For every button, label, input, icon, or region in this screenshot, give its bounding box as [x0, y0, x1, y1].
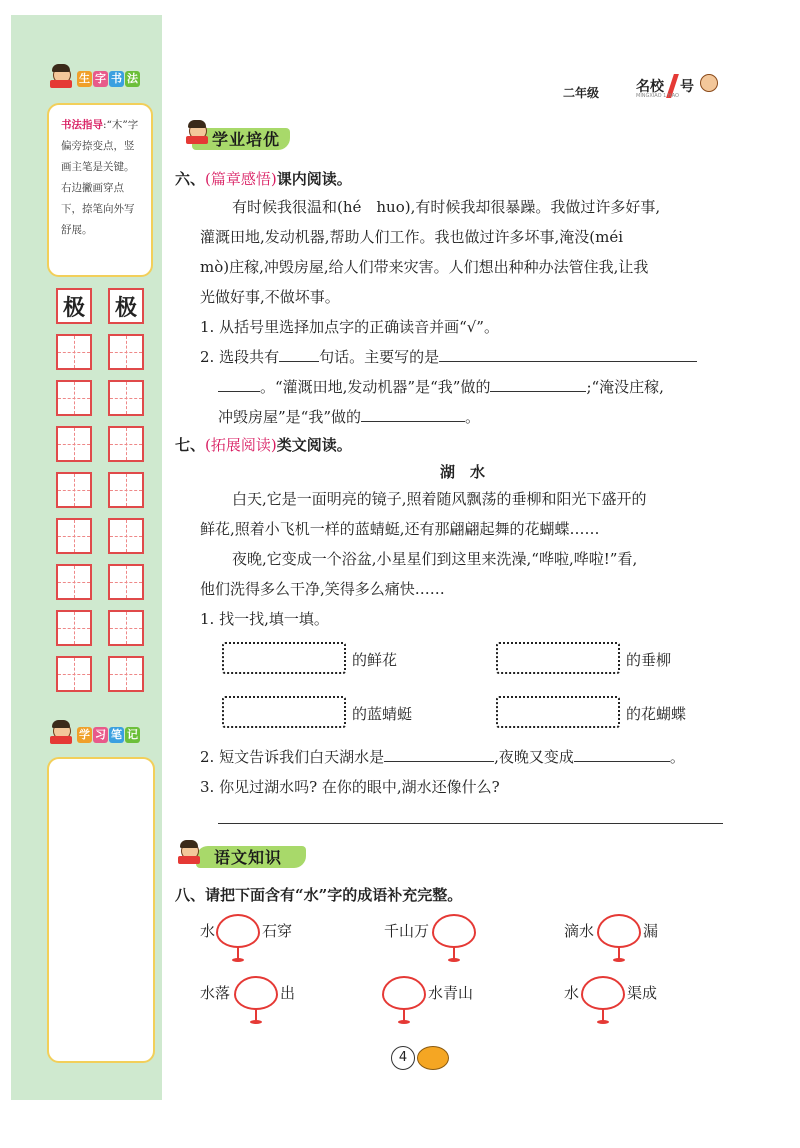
tag-char: 书 — [111, 72, 122, 85]
section-tag: 拓展阅读 — [210, 436, 271, 454]
section-number: 六、 — [175, 170, 206, 188]
answer-blank[interactable] — [384, 747, 494, 762]
idiom-before: 水 — [200, 922, 216, 940]
tag-char: 记 — [127, 728, 138, 741]
page-number: 4 — [391, 1046, 415, 1070]
answer-blank[interactable] — [218, 377, 260, 392]
passage-line: 白天,它是一面明亮的镜子,照着随风飘荡的垂柳和阳光下盛开的 — [232, 490, 647, 508]
section7-heading — [175, 434, 352, 455]
notes-box[interactable] — [47, 757, 155, 1063]
practice-grid-cell[interactable] — [56, 518, 92, 554]
question — [218, 376, 664, 397]
section-close: ) — [270, 436, 277, 454]
idiom-blank-fan[interactable] — [216, 914, 262, 962]
practice-grid-cell[interactable] — [108, 472, 144, 508]
tag-char: 生 — [79, 72, 90, 85]
guide-text: :“木”字偏旁捺变点，竖画主笔是关键。右边撇画穿点下，捺笔向外写舒展。 — [61, 119, 139, 236]
section8-heading: 八、请把下面含有“水”字的成语补充完整。 — [175, 886, 463, 904]
banner-title: 语文知识 — [214, 848, 283, 867]
logo-kid-icon — [700, 74, 718, 92]
banner-title: 学业培优 — [212, 130, 281, 149]
idiom-blank-fan[interactable] — [597, 914, 643, 962]
grade-label: 二年级 — [563, 86, 600, 100]
idiom-after: 水青山 — [428, 984, 474, 1002]
brand-logo — [636, 74, 726, 102]
section-close: ) — [270, 170, 277, 188]
tag-char: 法 — [127, 72, 138, 85]
answer-line[interactable] — [218, 823, 723, 824]
mascot-icon — [50, 66, 72, 88]
notes-tag — [77, 727, 140, 743]
practice-grid-cell[interactable] — [108, 564, 144, 600]
mascot-icon — [50, 722, 72, 744]
section-title: 类文阅读。 — [276, 436, 352, 454]
idiom-before: 水落 — [200, 984, 231, 1002]
logo-main: 名校 — [636, 79, 664, 95]
mascot-icon — [186, 122, 208, 144]
practice-grid-cell[interactable] — [108, 426, 144, 462]
practice-grid-cell[interactable] — [56, 656, 92, 692]
fill-box[interactable] — [496, 696, 620, 728]
q-text: 2. 选段共有 — [200, 348, 280, 366]
idiom-after: 出 — [280, 984, 296, 1002]
idiom-blank-fan[interactable] — [382, 976, 428, 1024]
answer-blank[interactable] — [361, 407, 465, 422]
fill-label: 的蓝蜻蜓 — [352, 705, 413, 723]
section-tag: 篇章感悟 — [210, 170, 271, 188]
calligraphy-tag — [77, 71, 140, 87]
idiom-blank-fan[interactable] — [234, 976, 280, 1024]
knowledge-banner — [172, 832, 312, 874]
practice-grid-cell[interactable] — [108, 334, 144, 370]
fill-label: 的花蝴蝶 — [626, 705, 687, 723]
logo-small: MINGXIAO 1 HAO — [636, 93, 679, 99]
idiom-before: 滴水 — [564, 922, 595, 940]
tiger-icon — [415, 1040, 449, 1070]
question — [200, 746, 685, 767]
fill-label: 的垂柳 — [626, 651, 672, 669]
section-open: ( — [205, 436, 211, 454]
fill-label: 的鲜花 — [352, 651, 398, 669]
question — [200, 346, 697, 367]
q-text: 。 — [465, 408, 481, 426]
practice-grid-cell[interactable] — [56, 610, 92, 646]
fill-box[interactable] — [496, 642, 620, 674]
question — [218, 406, 480, 427]
logo-sub: 号 — [680, 79, 694, 95]
answer-blank[interactable] — [574, 747, 670, 762]
tag-char: 笔 — [111, 728, 122, 741]
practice-grid-cell[interactable] — [56, 334, 92, 370]
q-text: 。“灌溉田地,发动机器”是“我”做的 — [260, 378, 491, 396]
practice-grid-cell[interactable] — [56, 380, 92, 416]
idiom-blank-fan[interactable] — [581, 976, 627, 1024]
passage-line: 有时候我很温和(hé huo),有时候我却很暴躁。我做过许多好事, — [232, 198, 661, 216]
idiom-before: 千山万 — [384, 922, 430, 940]
practice-grid-cell[interactable] — [108, 380, 144, 416]
question: 1. 从括号里选择加点字的正确读音并画“√”。 — [200, 318, 499, 336]
practice-grid-cell[interactable] — [108, 656, 144, 692]
study-banner — [172, 118, 302, 158]
q-text: 2. 短文告诉我们白天湖水是 — [200, 748, 385, 766]
section-title: 课内阅读。 — [276, 170, 352, 188]
idiom-after: 渠成 — [627, 984, 658, 1002]
sample-character: 极 — [56, 288, 92, 324]
q-text: ,夜晚又变成 — [494, 748, 574, 766]
passage-line: mò)庄稼,冲毁房屋,给人们带来灾害。人们想出种种办法管住我,让我 — [200, 258, 649, 276]
section6-heading — [175, 168, 352, 189]
idiom-after: 石穿 — [262, 922, 293, 940]
q-text: 句话。主要写的是 — [319, 348, 440, 366]
q-text: ;“淹没庄稼, — [586, 378, 664, 396]
calligraphy-guide — [47, 103, 153, 277]
passage-line: 他们洗得多么干净,笑得多么痛快…… — [200, 580, 445, 598]
tag-char: 习 — [95, 728, 106, 741]
practice-grid-cell[interactable] — [108, 518, 144, 554]
passage-line: 夜晚,它变成一个浴盆,小星星们到这里来洗澡,“哗啦,哗啦!”看, — [232, 550, 638, 568]
passage-line: 鲜花,照着小飞机一样的蓝蜻蜓,还有那翩翩起舞的花蝴蝶…… — [200, 520, 600, 538]
answer-blank[interactable] — [439, 347, 697, 362]
fill-box[interactable] — [222, 696, 346, 728]
q-text: 。 — [669, 748, 685, 766]
passage-title: 湖 水 — [440, 463, 486, 481]
practice-grid-cell[interactable] — [56, 564, 92, 600]
passage-line: 灌溉田地,发动机器,帮助人们工作。我也做过许多坏事,淹没(méi — [200, 228, 624, 246]
answer-blank[interactable] — [490, 377, 586, 392]
idiom-after: 漏 — [643, 922, 659, 940]
practice-grid-cell[interactable] — [56, 472, 92, 508]
idiom-blank-fan[interactable] — [432, 914, 478, 962]
tag-char: 字 — [95, 72, 106, 85]
section-open: ( — [205, 170, 211, 188]
question: 3. 你见过湖水吗? 在你的眼中,湖水还像什么? — [200, 778, 500, 796]
passage-line: 光做好事,不做坏事。 — [200, 288, 340, 306]
tag-char: 学 — [79, 728, 90, 741]
guide-label: 书法指导 — [61, 119, 103, 131]
idiom-before: 水 — [564, 984, 580, 1002]
mascot-icon — [178, 842, 200, 864]
practice-grid-cell[interactable] — [108, 610, 144, 646]
answer-blank[interactable] — [279, 347, 319, 362]
q-text: 冲毁房屋”是“我”做的 — [218, 408, 362, 426]
sample-character: 极 — [108, 288, 144, 324]
question: 1. 找一找,填一填。 — [200, 610, 329, 628]
fill-box[interactable] — [222, 642, 346, 674]
section-number: 七、 — [175, 436, 206, 454]
practice-grid-cell[interactable] — [56, 426, 92, 462]
